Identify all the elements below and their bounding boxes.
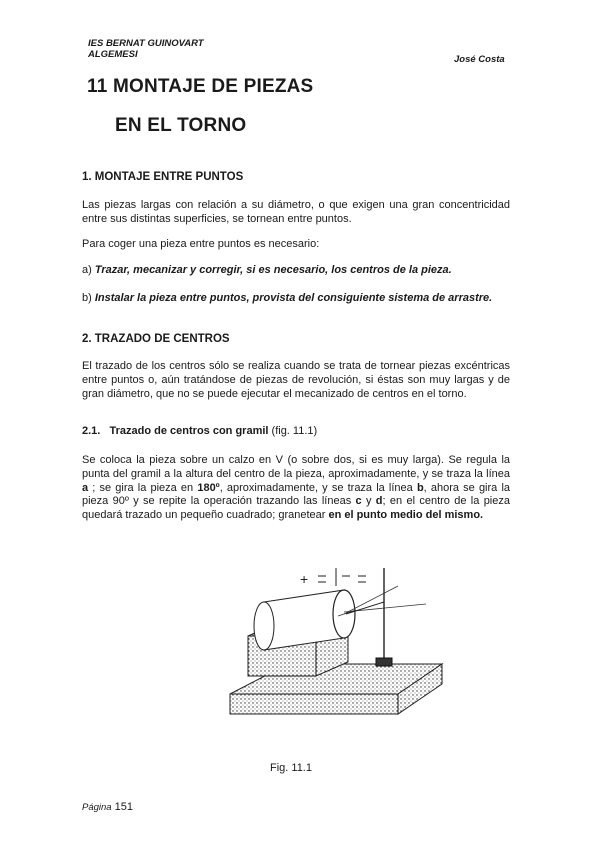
text-run: , ahora se gira la pieza 90º y se repite la operación trazando las líneas xyxy=(82,481,511,508)
header-author: José Costa xyxy=(454,54,505,65)
list-item-a xyxy=(82,264,510,278)
section21-heading xyxy=(82,425,317,437)
figure-caption: Fig. 11.1 xyxy=(270,762,312,774)
header-school-line2: ALGEMESI xyxy=(88,49,138,60)
line-b-label: b xyxy=(416,481,424,494)
text-run: Se coloca la pieza sobre un calzo en V (o sobre dos, si es muy larga). Se regula la punta del gramil a la altura del centro de la pieza, aproximadamente, y se traza la línea xyxy=(82,454,510,480)
list-item-b xyxy=(82,292,522,306)
section1-paragraph2: Para coger una pieza entre puntos es necesario: xyxy=(82,238,320,250)
list-text-b: Instalar la pieza entre puntos, provista del consiguiente sistema de arrastre. xyxy=(94,292,493,304)
section2-heading: 2. TRAZADO DE CENTROS xyxy=(82,333,230,345)
gramil-drawing xyxy=(228,562,458,742)
line-c-label: c xyxy=(355,495,362,508)
fraction-marks xyxy=(318,568,366,586)
section1-heading: 1. MONTAJE ENTRE PUNTOS xyxy=(82,171,244,183)
line-d-label: d xyxy=(375,495,383,508)
section21-paragraph xyxy=(82,454,510,523)
section21-number: 2.1. xyxy=(82,425,101,437)
section21-title: Trazado de centros con gramil xyxy=(109,425,269,437)
page-number: 151 xyxy=(114,801,134,813)
section21-figref: (fig. 11.1) xyxy=(271,425,318,437)
text-run: , aproximadamente, y se traza la línea xyxy=(219,481,417,494)
section2-paragraph: El trazado de los centros sólo se realiza cuando se trata de tornear piezas excéntricas entre puntos o, aún tratándose de piezas de revolución, si éstas son muy largas y de gran diámetro, que no se puede ejecutar el mecanizado de centros en el torno. xyxy=(82,360,510,400)
chapter-title-line2: EN EL TORNO xyxy=(115,115,247,136)
list-text-a: Trazar, mecanizar y corregir, si es necesario, los centros de la pieza. xyxy=(94,264,452,276)
page-footer xyxy=(82,801,133,813)
header-school-line1: IES BERNAT GUINOVART xyxy=(88,38,204,49)
figure-11-1 xyxy=(228,562,458,747)
text-run: y xyxy=(361,495,376,508)
chapter-title-line1: 11 MONTAJE DE PIEZAS xyxy=(87,76,314,97)
header-school xyxy=(88,38,204,60)
text-run: ; en el centro de la pieza quedará trazado un pequeño cuadrado; granetear xyxy=(82,495,510,522)
page-label: Página xyxy=(82,802,112,813)
list-marker-a: a) xyxy=(82,264,92,276)
list-marker-b: b) xyxy=(82,292,92,304)
line-a-label: a xyxy=(82,481,89,494)
text-run: ; se gira la pieza en xyxy=(88,481,198,494)
plus-sign: + xyxy=(300,571,309,587)
text-run-bold: en el punto medio del mismo. xyxy=(328,509,484,522)
section1-paragraph1: Las piezas largas con relación a su diámetro, o que exigen una gran concentricidad entre sus distintas superficies, se tornean entre puntos. xyxy=(82,199,510,225)
angle-value: 180º xyxy=(197,481,220,494)
